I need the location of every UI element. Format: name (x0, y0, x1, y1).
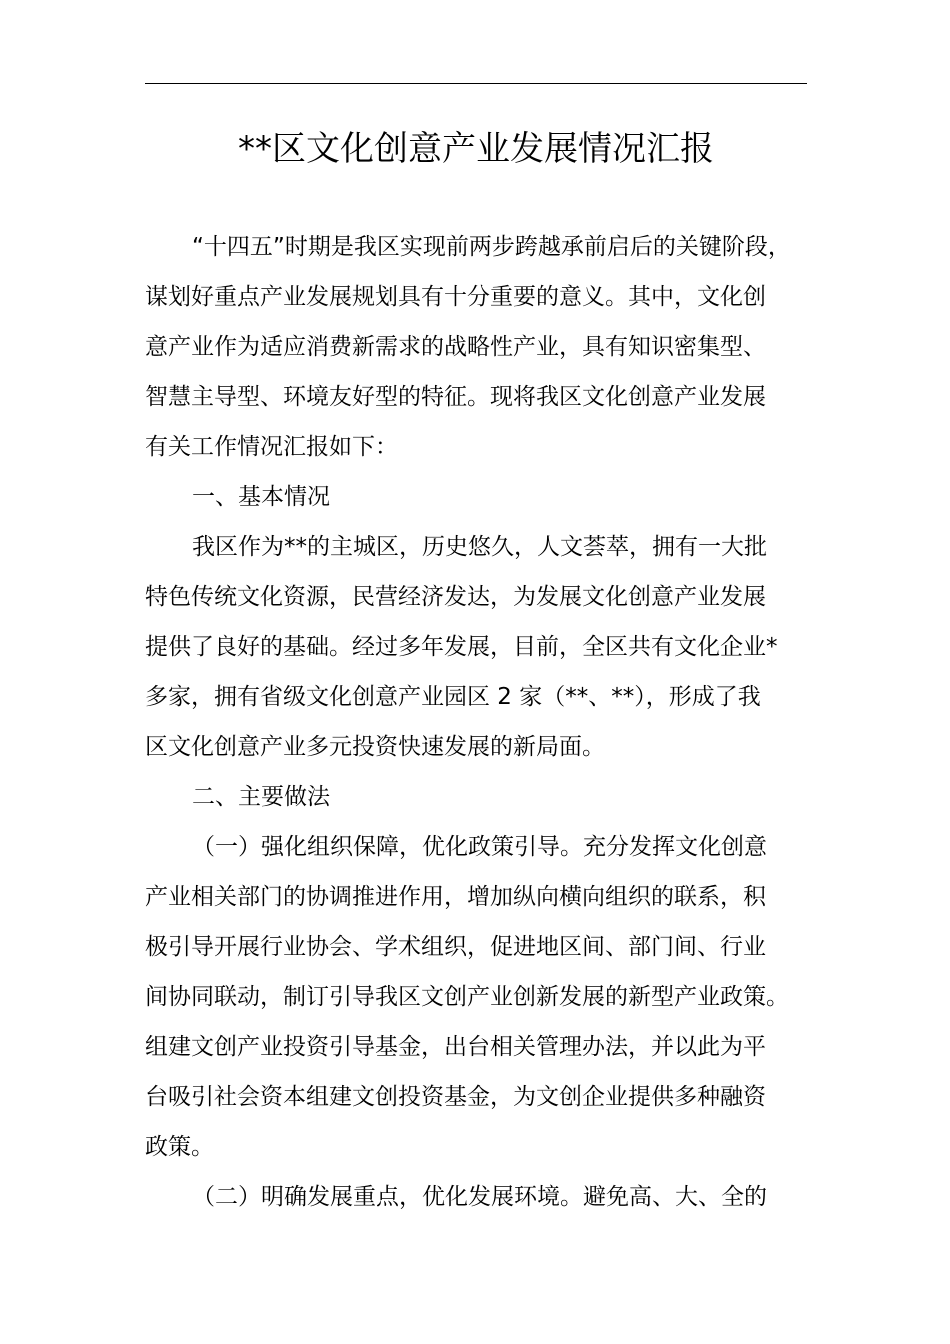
paragraph-line: 意产业作为适应消费新需求的战略性产业，具有知识密集型、 (145, 334, 766, 360)
paragraph-line: 组建文创产业投资引导基金，出台相关管理办法，并以此为平 (145, 1034, 766, 1060)
section-heading: 一、基本情况 (192, 484, 330, 510)
paragraph-line: 极引导开展行业协会、学术组织，促进地区间、部门间、行业 (145, 934, 766, 960)
paragraph-line: 产业相关部门的协调推进作用，增加纵向横向组织的联系，积 (145, 884, 766, 910)
paragraph-line: 谋划好重点产业发展规划具有十分重要的意义。其中，文化创 (145, 284, 766, 310)
paragraph-line: （一）强化组织保障，优化政策引导。充分发挥文化创意 (192, 834, 767, 860)
paragraph-line: 特色传统文化资源，民营经济发达，为发展文化创意产业发展 (145, 584, 766, 610)
paragraph-line: 我区作为**的主城区，历史悠久，人文荟萃，拥有一大批 (192, 534, 767, 560)
paragraph-line: （二）明确发展重点，优化发展环境。避免高、大、全的 (192, 1184, 767, 1210)
header-rule (145, 83, 807, 84)
paragraph-line: 间协同联动，制订引导我区文创产业创新发展的新型产业政策。 (145, 984, 789, 1010)
section-heading: 二、主要做法 (192, 784, 330, 810)
paragraph-line: 政策。 (145, 1134, 214, 1160)
paragraph-line: 有关工作情况汇报如下： (145, 434, 398, 460)
document-title: **区文化创意产业发展情况汇报 (238, 129, 714, 169)
paragraph-line: 台吸引社会资本组建文创投资基金，为文创企业提供多种融资 (145, 1084, 766, 1110)
paragraph-line: “十四五”时期是我区实现前两步跨越承前启后的关键阶段， (192, 234, 791, 260)
paragraph-line: 智慧主导型、环境友好型的特征。现将我区文化创意产业发展 (145, 384, 766, 410)
paragraph-line: 多家，拥有省级文化创意产业园区 2 家（**、**），形成了我 (145, 684, 761, 710)
paragraph-line: 提供了良好的基础。经过多年发展，目前，全区共有文化企业* (145, 634, 778, 660)
paragraph-line: 区文化创意产业多元投资快速发展的新局面。 (145, 734, 605, 760)
